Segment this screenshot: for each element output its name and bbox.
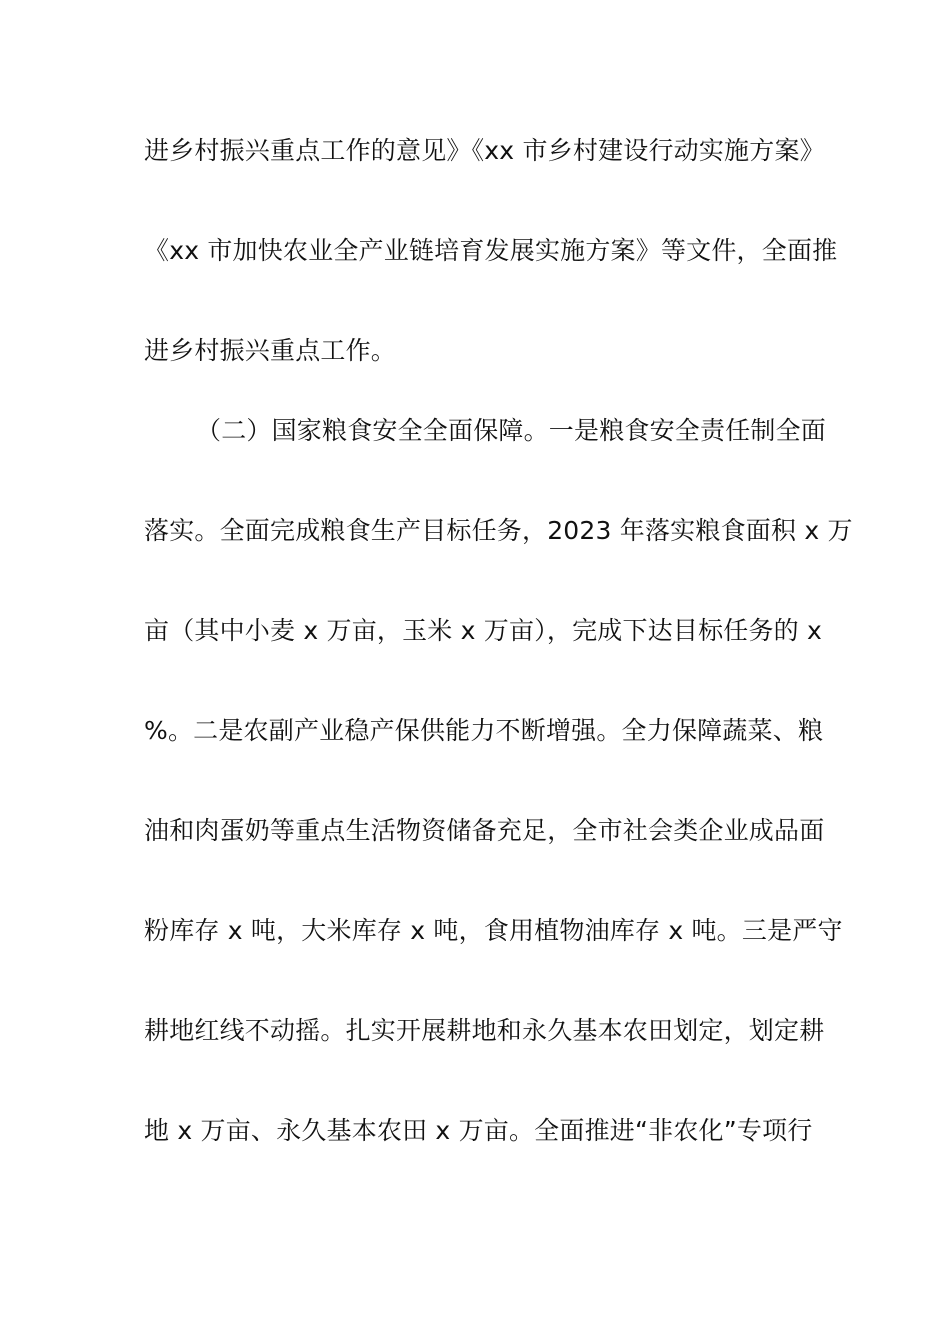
paragraph-line: 落实。全面完成粮食生产目标任务，2023 年落实粮食面积 x 万 bbox=[144, 516, 853, 545]
paragraph-line: 油和肉蛋奶等重点生活物资储备充足，全市社会类企业成品面 bbox=[144, 816, 825, 845]
paragraph-line: 进乡村振兴重点工作的意见》《xx 市乡村建设行动实施方案》 bbox=[144, 136, 825, 165]
paragraph-line: 地 x 万亩、永久基本农田 x 万亩。全面推进“非农化”专项行 bbox=[144, 1116, 813, 1145]
section-heading-line: （二）国家粮食安全全面保障。一是粮食安全责任制全面 bbox=[196, 416, 827, 445]
paragraph-line: 粉库存 x 吨，大米库存 x 吨，食用植物油库存 x 吨。三是严守 bbox=[144, 916, 843, 945]
paragraph-line: 亩（其中小麦 x 万亩，玉米 x 万亩），完成下达目标任务的 x bbox=[144, 616, 823, 645]
paragraph-line: 《xx 市加快农业全产业链培育发展实施方案》等文件，全面推 bbox=[144, 236, 838, 265]
paragraph-line: %。二是农副产业稳产保供能力不断增强。全力保障蔬菜、粮 bbox=[144, 716, 824, 745]
paragraph-line: 进乡村振兴重点工作。 bbox=[144, 336, 397, 365]
paragraph-line: 耕地红线不动摇。扎实开展耕地和永久基本农田划定，划定耕 bbox=[144, 1016, 825, 1045]
document-body bbox=[144, 118, 853, 1198]
